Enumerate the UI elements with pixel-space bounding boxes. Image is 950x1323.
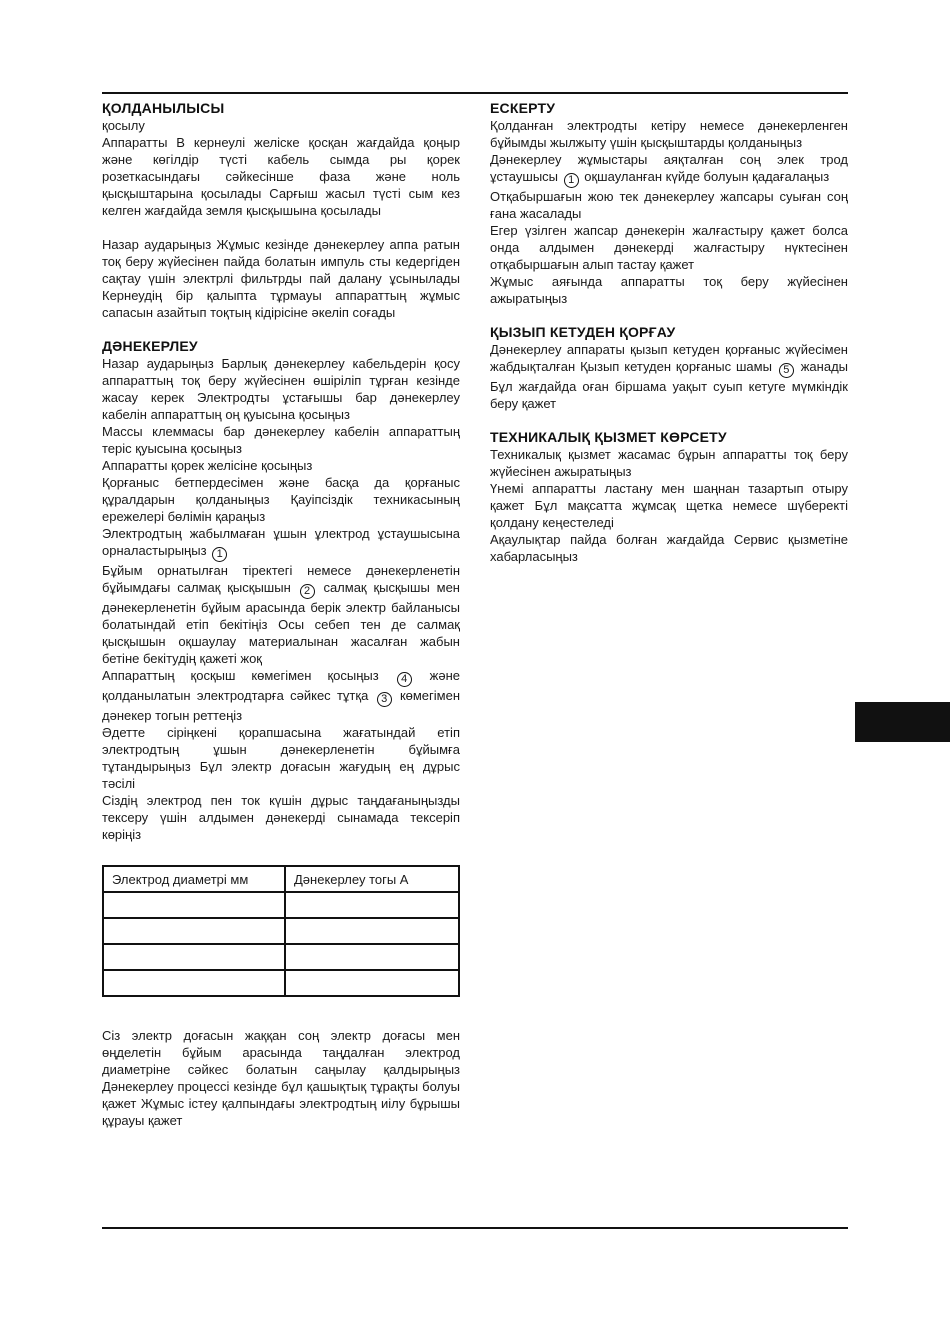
paragraph-text: салмақ қысқышы мен дәнекерленетін бұйым арасында берік электр байланысы болатындай етіп бекітіңіз Осы себеп тен де салмақ қысқышын оқшаулау материалынан жасалған жабын бетіне бекітудің қажеті жоқ	[102, 580, 460, 666]
language-tab-marker	[855, 702, 950, 742]
callout-number-icon: 1	[564, 173, 579, 188]
paragraph: Егер үзілген жапсар дәнекерін жалғастыру қажет болса онда алдымен дәнекерді жалғастыру нүктесінен отқабыршағын алып тастау қажет	[490, 223, 848, 272]
table-row	[103, 970, 459, 996]
table-row	[103, 918, 459, 944]
paragraph: Назар аударыңыз Барлық дәнекерлеу кабельдерін қосу аппараттың тоқ беру жүйесінен өшіріліп тұрған кезінде жасау керек Электродты ұстағышы бар дәнекерлеу кабелін аппараттың оң қуысына қосыңыз	[102, 356, 460, 422]
right-column	[490, 100, 848, 565]
paragraph	[102, 525, 460, 562]
paragraph: Сіздің электрод пен ток күшін дұрыс таңдағаныңызды тексеру үшін алдымен дәнекерді сынамада тексеріп көріңіз	[102, 793, 460, 842]
top-rule	[102, 92, 848, 94]
paragraph	[102, 667, 460, 724]
paragraph: Аппаратты В кернеулі желіске қосқан жағдайда қоңыр және көгілдір түсті кабель сымда ры қорек розеткасындағы сәйкесінше фаза және ноль қысқыштарына қосылады Сарғыш жасыл түсті сым кез келген жағдайда земля қысқышына қосылады	[102, 135, 460, 218]
table-cell	[285, 918, 459, 944]
table-cell	[285, 892, 459, 918]
left-column	[102, 100, 460, 1129]
paragraph: Ақаулықтар пайда болған жағдайда Сервис қызметіне хабарласыңыз	[490, 532, 848, 564]
section-heading-overheat-protection: ҚЫЗЫП КЕТУДЕН ҚОРҒАУ	[490, 324, 676, 340]
electrode-current-table	[102, 865, 460, 997]
paragraph-text: Дәнекерлеу аппараты қызып кетуден қорғаныс жүйесімен жабдықталған Қызып кетуден қорғаныс шамы	[490, 342, 848, 374]
paragraph-text: көмегімен дәнекер тогын реттеңіз	[102, 688, 460, 723]
paragraph: Үнемі аппаратты ластану мен шаңнан тазартып отыру қажет Бұл мақсатта жұмсақ щетка немесе шүберекті қолдану кеңестеледі	[490, 481, 848, 530]
paragraph: Аппаратты қорек желісіне қосыңыз	[102, 458, 313, 473]
paragraph: Әдетте сіріңкені қорапшасына жағатындай етіп электродтың ұшын дәнекерленетін бұйымға тұтандырыңыз Бұл электр доғасын жағудың ең дұрыс тәсілі	[102, 725, 460, 791]
table-cell	[285, 970, 459, 996]
paragraph: Қорғаныс бетпердесімен және басқа да қорғаныс құралдарын қолданыңыз Қауіпсіздік техникасының ережелері бөлімін қараңыз	[102, 475, 460, 524]
paragraph: Назар аударыңыз Жұмыс кезінде дәнекерлеу аппа ратын тоқ беру жүйесінен пайда болатын импуль сты кедергіден сақтау үшін электрлі фильтрды пай далану ұсынылады Кернеудің бір қалыпта тұрмауы аппараттың жұмыс сапасын азайтып тоқтың кідірісіне әкеліп соғады	[102, 237, 460, 320]
paragraph: Сіз электр доғасын жаққан соң электр доғасы мен өңделетін бұйым арасында таңдалған электрод диаметріне сәйкес болатын саңылау қалдырыңыз Дәнекерлеу процессі кезінде бұл қашықтық тұрақты болуы қажет Жұмыс істеу қалпындағы электродтың иілу бұрышы құрауы қажет	[102, 1028, 460, 1128]
table-cell	[103, 892, 285, 918]
paragraph: Отқабыршағын жою тек дәнекерлеу жапсары суыған соң ғана жасалады	[490, 189, 848, 221]
table-row	[103, 892, 459, 918]
paragraph-text: оқшауланған күйде болуын қадағалаңыз	[584, 169, 830, 184]
section-heading-welding: ДӘНЕКЕРЛЕУ	[102, 338, 198, 354]
paragraph	[102, 562, 460, 667]
table-header-row	[103, 866, 459, 892]
bottom-rule	[102, 1227, 848, 1229]
callout-number-icon: 5	[779, 363, 794, 378]
paragraph: Техникалық қызмет жасамас бұрын аппаратты тоқ беру жүйесінен ажыратыңыз	[490, 447, 848, 479]
table-header-cell: Электрод диаметрі мм	[103, 866, 285, 892]
section-heading-warning: ЕСКЕРТУ	[490, 100, 556, 116]
table-header-cell: Дәнекерлеу тогы А	[285, 866, 459, 892]
paragraph	[490, 151, 848, 188]
paragraph-text: Бұйым орнатылған тіректегі немесе дәнекерленетін бұйымдағы салмақ қысқышын	[102, 563, 460, 595]
table-row	[103, 944, 459, 970]
table-cell	[285, 944, 459, 970]
paragraph-text: Дәнекерлеу жұмыстары аяқталған соң элек трод ұстаушысы	[490, 152, 848, 184]
callout-number-icon: 2	[300, 584, 315, 599]
paragraph-text: Электродтың жабылмаған ұшын ұлектрод ұстаушысына орналастырыңыз	[102, 526, 460, 558]
table-cell	[103, 918, 285, 944]
section-heading-maintenance: ТЕХНИКАЛЫҚ ҚЫЗМЕТ КӨРСЕТУ	[490, 429, 727, 445]
callout-number-icon: 3	[377, 692, 392, 707]
section-heading-usage: ҚОЛДАНЫЛЫСЫ	[102, 100, 225, 116]
paragraph-text: жанады Бұл жағдайда оған біршама уақыт суып кетуге мүмкіндік беру қажет	[490, 359, 848, 411]
table-cell	[103, 970, 285, 996]
subheading-connection: қосылу	[102, 118, 145, 133]
paragraph: Қолданған электродты кетіру немесе дәнекерленген бұйымды жылжыту үшін қысқыштарды қолданыңыз	[490, 118, 848, 150]
paragraph-text: және қолданылатын электродтарға сәйкес тұтқа	[102, 668, 460, 703]
paragraph: Массы клеммасы бар дәнекерлеу кабелін аппараттың теріс қуысына қосыңыз	[102, 424, 460, 456]
table-cell	[103, 944, 285, 970]
paragraph	[490, 341, 848, 412]
paragraph: Жұмыс аяғында аппаратты тоқ беру жүйесінен ажыратыңыз	[490, 274, 848, 306]
callout-number-icon: 4	[397, 672, 412, 687]
callout-number-icon: 1	[212, 547, 227, 562]
paragraph-text: Аппараттың қосқыш көмегімен қосыңыз	[102, 668, 379, 683]
